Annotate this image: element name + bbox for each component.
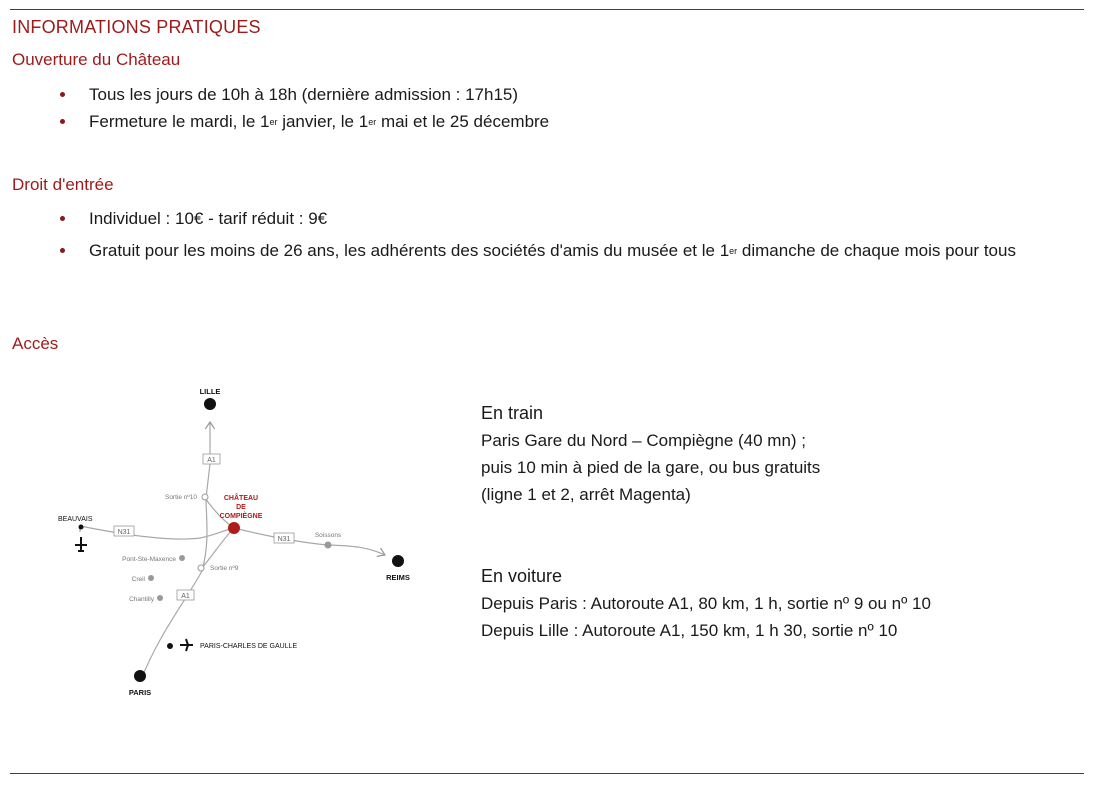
- city-dot-pont-ste-maxence: [179, 555, 185, 561]
- chateau-label-3: COMPIÈGNE: [219, 513, 263, 520]
- exit-9-label: Sortie nº9: [210, 565, 239, 572]
- bottom-rule: [10, 773, 1084, 774]
- city-label-reims: REIMS: [386, 573, 410, 582]
- bullet-icon: [60, 248, 65, 253]
- highway-sign-a1-south: A1: [181, 593, 190, 600]
- fee-individual-text: Individuel : 10€ - tarif réduit : 9€: [89, 209, 328, 228]
- free-entry-text-b: dimanche de chaque mois pour tous: [737, 241, 1016, 260]
- city-label-creil: Creil: [131, 576, 145, 583]
- list-item: [48, 237, 1088, 264]
- airport-icon-cdg: [180, 639, 193, 651]
- city-label-soissons: Soissons: [314, 532, 342, 539]
- car-line-1: Depuis Paris : Autoroute A1, 80 km, 1 h, sortie nº 9 ou nº 10: [481, 594, 931, 613]
- page-title: INFORMATIONS PRATIQUES: [12, 17, 261, 37]
- ordinal-superscript: er: [269, 117, 278, 127]
- closure-text-a: Fermeture le mardi, le 1: [89, 112, 270, 131]
- city-dot-lille: [204, 398, 216, 410]
- access-section-title: Accès: [12, 334, 59, 353]
- city-dot-chantilly: [157, 595, 163, 601]
- train-line-2: puis 10 min à pied de la gare, ou bus gratuits: [481, 458, 821, 477]
- fees-list: [48, 205, 1088, 264]
- exit-9-marker: [198, 565, 204, 571]
- highway-sign-a1: A1: [207, 457, 216, 464]
- list-item: [48, 81, 1088, 108]
- car-title: En voiture: [481, 566, 563, 586]
- road-sign-n31-west: N31: [117, 529, 131, 536]
- city-dot-paris: [134, 670, 146, 682]
- ordinal-superscript: er: [368, 117, 377, 127]
- city-dot-creil: [148, 575, 154, 581]
- exit-10-marker: [202, 494, 208, 500]
- opening-section-title: Ouverture du Château: [12, 50, 181, 69]
- list-item: [48, 205, 1088, 232]
- train-line-1: Paris Gare du Nord – Compiègne (40 mn) ;: [481, 431, 807, 450]
- city-dot-beauvais: [79, 525, 84, 530]
- train-title: En train: [481, 403, 544, 423]
- city-label-chantilly: Chantilly: [129, 596, 154, 603]
- closure-text-b: janvier, le 1: [277, 112, 369, 131]
- city-label-pont-ste-maxence: Pont-Ste-Maxence: [122, 556, 176, 563]
- bullet-icon: [60, 216, 65, 221]
- car-line-2: Depuis Lille : Autoroute A1, 150 km, 1 h 30, sortie nº 10: [481, 621, 898, 640]
- airport-label-cdg: PARIS-CHARLES DE GAULLE: [200, 643, 298, 650]
- top-rule: [10, 9, 1084, 10]
- opening-hours-text: Tous les jours de 10h à 18h (dernière admission : 17h15): [89, 85, 519, 104]
- train-info: [481, 400, 820, 508]
- list-item: [48, 108, 1088, 135]
- exit-10-label: Sortie nº10: [164, 494, 197, 501]
- bullet-icon: [60, 119, 65, 124]
- car-info: [481, 563, 931, 644]
- free-entry-text-a: Gratuit pour les moins de 26 ans, les adhérents des sociétés d'amis du musée et le 1: [89, 241, 730, 260]
- access-map: [40, 372, 420, 707]
- chateau-label-1: CHÂTEAU: [223, 495, 259, 502]
- opening-list: [48, 81, 1088, 135]
- city-dot-reims: [392, 555, 404, 567]
- airport-icon-beauvais: [75, 537, 87, 551]
- city-label-lille: LILLE: [199, 387, 221, 396]
- ordinal-superscript: er: [729, 246, 738, 256]
- city-label-paris: PARIS: [128, 688, 152, 697]
- chateau-label-2: DE: [236, 504, 246, 511]
- city-dot-soissons: [325, 542, 332, 549]
- chateau-location-marker: [228, 522, 240, 534]
- city-dot-cdg: [167, 643, 173, 649]
- bullet-icon: [60, 92, 65, 97]
- road-sign-n31-east: N31: [277, 536, 291, 543]
- fees-section-title: Droit d'entrée: [12, 175, 114, 194]
- closure-text-c: mai et le 25 décembre: [376, 112, 550, 131]
- train-line-3: (ligne 1 et 2, arrêt Magenta): [481, 485, 691, 504]
- city-label-beauvais: BEAUVAIS: [58, 516, 93, 523]
